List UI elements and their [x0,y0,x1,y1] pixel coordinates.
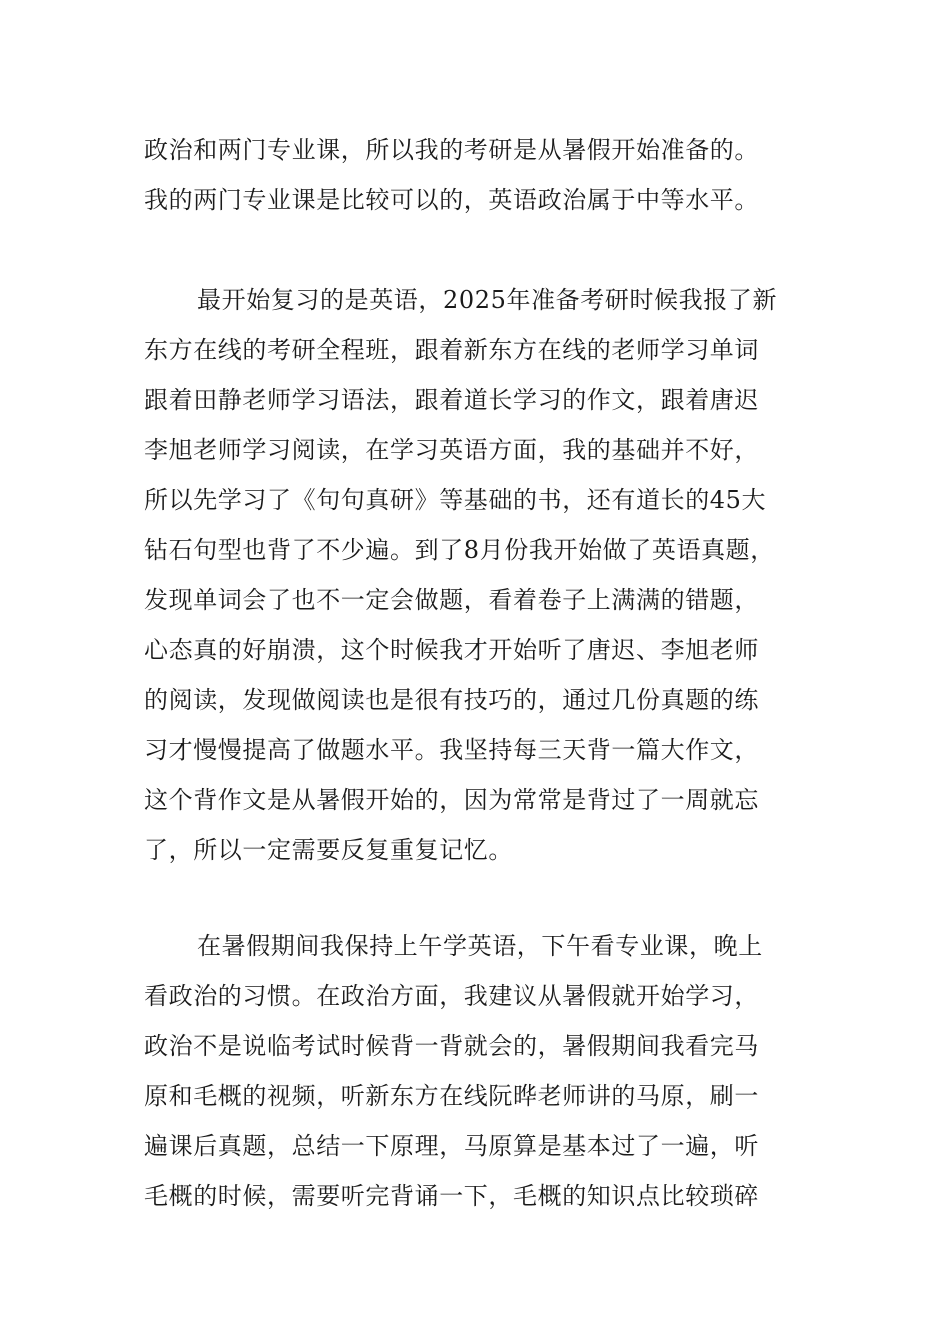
text-line: 看政治的习惯。在政治方面，我建议从暑假就开始学习， [144,982,759,1010]
text-line: 了，所以一定需要反复重复记忆。 [144,836,513,864]
text-line: 东方在线的考研全程班，跟着新东方在线的老师学习单词 [144,336,759,364]
paragraph-summer-politics [144,921,814,1221]
text-line: 这个背作文是从暑假开始的，因为常常是背过了一周就忘 [144,786,759,814]
text-line: 毛概的时候，需要听完背诵一下，毛概的知识点比较琐碎 [144,1182,759,1210]
text-line: 心态真的好崩溃，这个时候我才开始听了唐迟、李旭老师 [144,636,759,664]
text-line: 的阅读，发现做阅读也是很有技巧的，通过几份真题的练 [144,686,759,714]
text-line: 跟着田静老师学习语法，跟着道长学习的作文，跟着唐迟 [144,386,759,414]
text-line: 李旭老师学习阅读，在学习英语方面，我的基础并不好， [144,436,759,464]
text-line: 最开始复习的是英语，2025年准备考研时候我报了新 [197,286,778,314]
paragraph-english-review [144,275,814,875]
text-line: 遍课后真题，总结一下原理，马原算是基本过了一遍，听 [144,1132,759,1160]
paragraph-continuation [144,125,814,225]
text-line: 在暑假期间我保持上午学英语，下午看专业课，晚上 [197,932,763,960]
text-line: 政治和两门专业课，所以我的考研是从暑假开始准备的。 [144,136,759,164]
text-line: 钻石句型也背了不少遍。到了8月份我开始做了英语真题， [144,536,775,564]
text-line: 原和毛概的视频，听新东方在线阮晔老师讲的马原，刷一 [144,1082,759,1110]
text-line: 我的两门专业课是比较可以的，英语政治属于中等水平。 [144,186,759,214]
text-line: 所以先学习了《句句真研》等基础的书，还有道长的45大 [144,486,767,514]
text-line: 政治不是说临考试时候背一背就会的，暑假期间我看完马 [144,1032,759,1060]
text-line: 习才慢慢提高了做题水平。我坚持每三天背一篇大作文， [144,736,759,764]
text-line: 发现单词会了也不一定会做题，看着卷子上满满的错题， [144,586,759,614]
